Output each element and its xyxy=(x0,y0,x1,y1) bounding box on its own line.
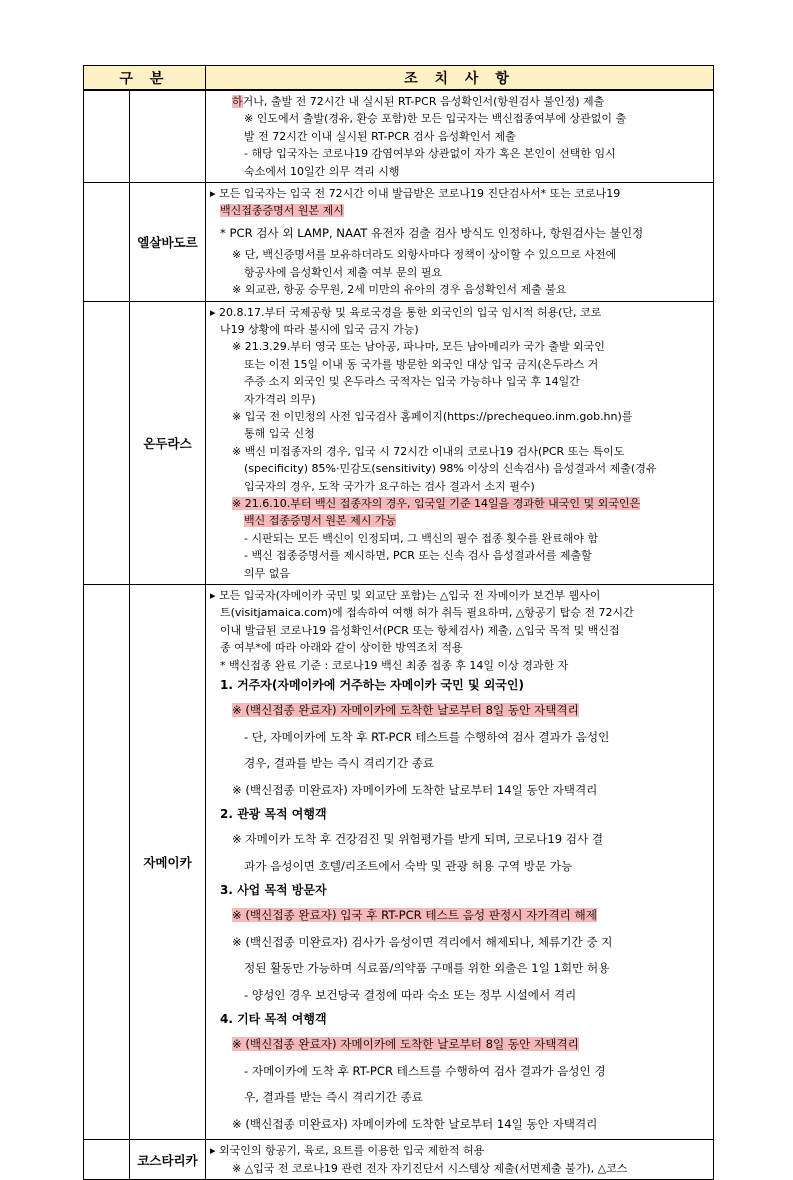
text-line xyxy=(210,1160,709,1177)
text-line xyxy=(210,443,709,460)
line-text: 이내 발급된 코로나19 음성확인서(PCR 또는 항체검사) 제출, △입국 목적 및 백신접 xyxy=(220,623,620,637)
line-text: ※ (백신접종 미완료자) 자메이카에 도착한 날로부터 14일 동안 자택격리 xyxy=(232,782,598,797)
highlighted-text: ※ 21.6.10.부터 백신 접종자의 경우, 입국일 기준 14일을 경과한 내국인 및 외국인은 xyxy=(232,497,641,511)
line-text: - 해당 입국자는 코로나19 감염여부와 상관없이 자가 혹은 본인이 선택한 임시 xyxy=(244,147,616,161)
line-text: 자가격리 의무) xyxy=(244,392,316,406)
text-line xyxy=(210,460,709,477)
line-text: 또는 이전 15일 이내 동 국가를 방문한 외국인 대상 입국 금지(온두라스 거 xyxy=(244,357,599,371)
line-text: 항공사에 음성확인서 제출 여부 문의 필요 xyxy=(244,265,443,279)
line-text: 통해 입국 신청 xyxy=(244,427,315,441)
text-line xyxy=(210,879,709,902)
header-measures: 조 치 사 항 xyxy=(206,66,714,91)
line-text: 주증 소지 외국인 및 온두라스 국적자는 입국 가능하나 입국 후 14일간 xyxy=(244,375,580,389)
line-text: * 백신접종 완료 기준 : 코로나19 백신 최종 접종 후 14일 이상 경과한 자 xyxy=(220,658,569,672)
line-text: 나19 상황에 따라 불시에 입국 금지 가능) xyxy=(220,322,419,336)
line-text: ※ △입국 전 코로나19 관련 전자 자기진단서 시스템상 제출(서면제출 불가), △코스 xyxy=(232,1161,628,1175)
line-text: 3. 사업 목적 방문자 xyxy=(220,883,327,898)
text-line xyxy=(210,373,709,390)
line-text: * PCR 검사 외 LAMP, NAAT 유전자 검출 검사 방식도 인정하나, 항원검사는 불인정 xyxy=(220,225,644,240)
text-line xyxy=(210,246,709,263)
text-line xyxy=(210,697,709,724)
text-line xyxy=(210,929,709,956)
blank-cell xyxy=(84,183,130,302)
line-text: ※ 21.3.29.부터 영국 또는 남아공, 파나마, 모든 남아메리카 국가 출발 외국인 xyxy=(232,340,605,354)
highlighted-text: ※ (백신접종 완료자) 자메이카에 도착한 날로부터 8일 동안 자택격리 xyxy=(232,703,579,718)
line-text: ▸ 모든 입국자는 입국 전 72시간 이내 발급받은 코로나19 진단검사서* 또는 코로나19 xyxy=(210,187,621,201)
text-line xyxy=(210,185,709,202)
line-text: 백신접종증명서 원본 제시 xyxy=(220,204,344,218)
line-text: 경우, 결과를 받는 즉시 격리기간 종료 xyxy=(244,756,435,771)
line-text: 트(visitjamaica.com)에 접속하여 여행 허가 취득 필요하며, △항공기 탑승 전 72시간 xyxy=(220,606,634,620)
text-line xyxy=(210,356,709,373)
line-text: (specificity) 85%·민감도(sensitivity) 98% 이상의 신속검사) 음성결과서 제출(경유 xyxy=(244,462,657,476)
text-line xyxy=(210,902,709,929)
measures-table xyxy=(83,65,714,1180)
line-text: ※ 외교관, 항공 승무원, 2세 미만의 유아의 경우 음성확인서 제출 불요 xyxy=(232,283,567,297)
line-text: 1. 거주자(자메이카에 거주하는 자메이카 국민 및 외국인) xyxy=(220,678,524,693)
line-text: ※ 인도에서 출발(경유, 환승 포함)한 모든 입국자는 백신접종여부에 상관없이 출 xyxy=(244,112,627,126)
line-text: 거나, 출발 전 72시간 내 실시된 RT-PCR 음성확인서(항원검사 불인정) 제출 xyxy=(242,95,605,108)
country-cell xyxy=(130,90,206,183)
text-line xyxy=(210,321,709,338)
line-text: 우, 결과를 받는 즉시 격리기간 종료 xyxy=(244,1090,423,1105)
text-line xyxy=(210,1084,709,1111)
line-text: 입국자의 경우, 도착 국가가 요구하는 검사 결과서 소지 필수) xyxy=(244,479,535,493)
text-line xyxy=(210,338,709,355)
line-text: 숙소에서 10일간 의무 격리 시행 xyxy=(244,164,400,178)
line-text: 과가 음성이면 호텔/리조트에서 숙박 및 관광 허용 구역 방문 가능 xyxy=(244,858,573,873)
text-line xyxy=(210,478,709,495)
line-text: - 단, 자메이카에 도착 후 RT-PCR 테스트를 수행하여 검사 결과가 음성인 xyxy=(244,729,610,744)
text-line xyxy=(210,982,709,1009)
measures-cell xyxy=(206,585,714,1140)
text-line xyxy=(210,955,709,982)
text-line xyxy=(210,622,709,639)
table-header-row xyxy=(84,66,714,91)
highlighted-text: ※ (백신접종 완료자) 입국 후 RT-PCR 테스트 음성 판정시 자가격리 해제 xyxy=(232,908,597,923)
text-line xyxy=(210,1111,709,1138)
table-row xyxy=(84,1140,714,1180)
text-line xyxy=(210,202,709,219)
text-line xyxy=(210,391,709,408)
table-row xyxy=(84,585,714,1140)
blank-cell xyxy=(84,90,130,183)
blank-cell xyxy=(84,585,130,1140)
country-cell: 자메이카 xyxy=(130,585,206,1140)
text-line xyxy=(210,145,709,162)
text-line xyxy=(210,547,709,564)
header-category: 구 분 xyxy=(84,66,206,91)
line-text: - 시판되는 모든 백신이 인정되며, 그 백신의 필수 접종 횟수를 완료해야 함 xyxy=(244,531,599,545)
text-line xyxy=(210,128,709,145)
line-text: ※ 백신 미접종자의 경우, 입국 시 72시간 이내의 코로나19 검사(PCR 또는 특이도 xyxy=(232,444,625,458)
blank-cell xyxy=(84,301,130,585)
text-line xyxy=(210,724,709,751)
country-cell: 엘살바도르 xyxy=(130,183,206,302)
line-text: ▸ 외국인의 항공기, 육로, 요트를 이용한 입국 제한적 허용 xyxy=(210,1144,485,1158)
text-line xyxy=(210,1058,709,1085)
line-text: ※ 입국 전 이민청의 사전 입국검사 홈페이지(https://prechequeo.inm.gob.hn)를 xyxy=(232,410,633,423)
text-line xyxy=(210,163,709,180)
line-text: - 양성인 경우 보건당국 결정에 따라 숙소 또는 정부 시설에서 격리 xyxy=(244,987,577,1002)
line-text: 의무 없음 xyxy=(244,566,291,580)
table-row xyxy=(84,301,714,585)
text-line xyxy=(210,777,709,804)
line-text: 4. 기타 목적 여행객 xyxy=(220,1012,327,1027)
text-line xyxy=(210,281,709,298)
country-cell: 온두라스 xyxy=(130,301,206,585)
line-text: ※ 단, 백신증명서를 보유하더라도 외항사마다 정책이 상이할 수 있으므로 사전에 xyxy=(232,248,617,262)
highlighted-text: 하 xyxy=(232,95,243,108)
line-text: - 자메이카에 도착 후 RT-PCR 테스트를 수행하여 검사 결과가 음성인 경 xyxy=(244,1063,606,1078)
line-text: ※ (백신접종 미완료자) 자메이카에 도착한 날로부터 14일 동안 자택격리 xyxy=(232,1116,598,1131)
text-line xyxy=(210,639,709,656)
text-line xyxy=(210,750,709,777)
text-line xyxy=(210,512,709,529)
line-text: ※ (백신접종 미완료자) 검사가 음성이면 격리에서 해제되나, 체류기간 중 지 xyxy=(232,934,613,949)
text-line xyxy=(210,495,709,512)
table-row xyxy=(84,183,714,302)
text-line xyxy=(210,1031,709,1058)
text-line xyxy=(210,674,709,697)
text-line xyxy=(210,264,709,281)
text-line xyxy=(210,425,709,442)
text-line xyxy=(210,1008,709,1031)
text-line xyxy=(210,565,709,582)
line-text: 2. 관광 목적 여행객 xyxy=(220,807,327,822)
text-line xyxy=(210,110,709,127)
text-line xyxy=(210,853,709,880)
text-line xyxy=(210,220,709,247)
text-line xyxy=(210,826,709,853)
blank-cell xyxy=(84,1140,130,1180)
text-line xyxy=(210,93,709,110)
measures-cell xyxy=(206,301,714,585)
line-text: ▸ 20.8.17.부터 국제공항 및 육로국경을 통한 외국인의 입국 임시적 허용(단, 코로 xyxy=(210,305,602,319)
text-line xyxy=(210,408,709,425)
text-line xyxy=(210,657,709,674)
country-cell: 코스타리카 xyxy=(130,1140,206,1180)
text-line xyxy=(210,530,709,547)
line-text xyxy=(232,95,604,108)
line-text: ※ 자메이카 도착 후 건강검진 및 위험평가를 받게 되며, 코로나19 검사 결 xyxy=(232,832,604,847)
highlighted-text: 백신 접종증명서 원본 제시 가능 xyxy=(244,514,397,528)
table-body xyxy=(84,90,714,1179)
text-line xyxy=(210,803,709,826)
line-text: 발 전 72시간 이내 실시된 RT-PCR 검사 음성확인서 제출 xyxy=(244,129,516,143)
text-line xyxy=(210,304,709,321)
measures-cell xyxy=(206,90,714,183)
line-text: 정된 활동만 가능하며 식료품/의약품 구매를 위한 외출은 1일 1회만 허용 xyxy=(244,961,610,976)
line-text: ▸ 모든 입국자(자메이카 국민 및 외교단 포함)는 △입국 전 자메이카 보건부 웹사이 xyxy=(210,589,601,603)
text-line xyxy=(210,1142,709,1159)
highlighted-text: ※ (백신접종 완료자) 자메이카에 도착한 날로부터 8일 동안 자택격리 xyxy=(232,1037,579,1052)
table-row xyxy=(84,90,714,183)
text-line xyxy=(210,587,709,604)
line-text: - 백신 접종증명서를 제시하면, PCR 또는 신속 검사 음성결과서를 제출할 xyxy=(244,549,592,563)
measures-cell xyxy=(206,183,714,302)
measures-cell xyxy=(206,1140,714,1180)
line-text: 종 여부*에 따라 아래와 같이 상이한 방역조치 적용 xyxy=(220,641,463,655)
text-line xyxy=(210,604,709,621)
